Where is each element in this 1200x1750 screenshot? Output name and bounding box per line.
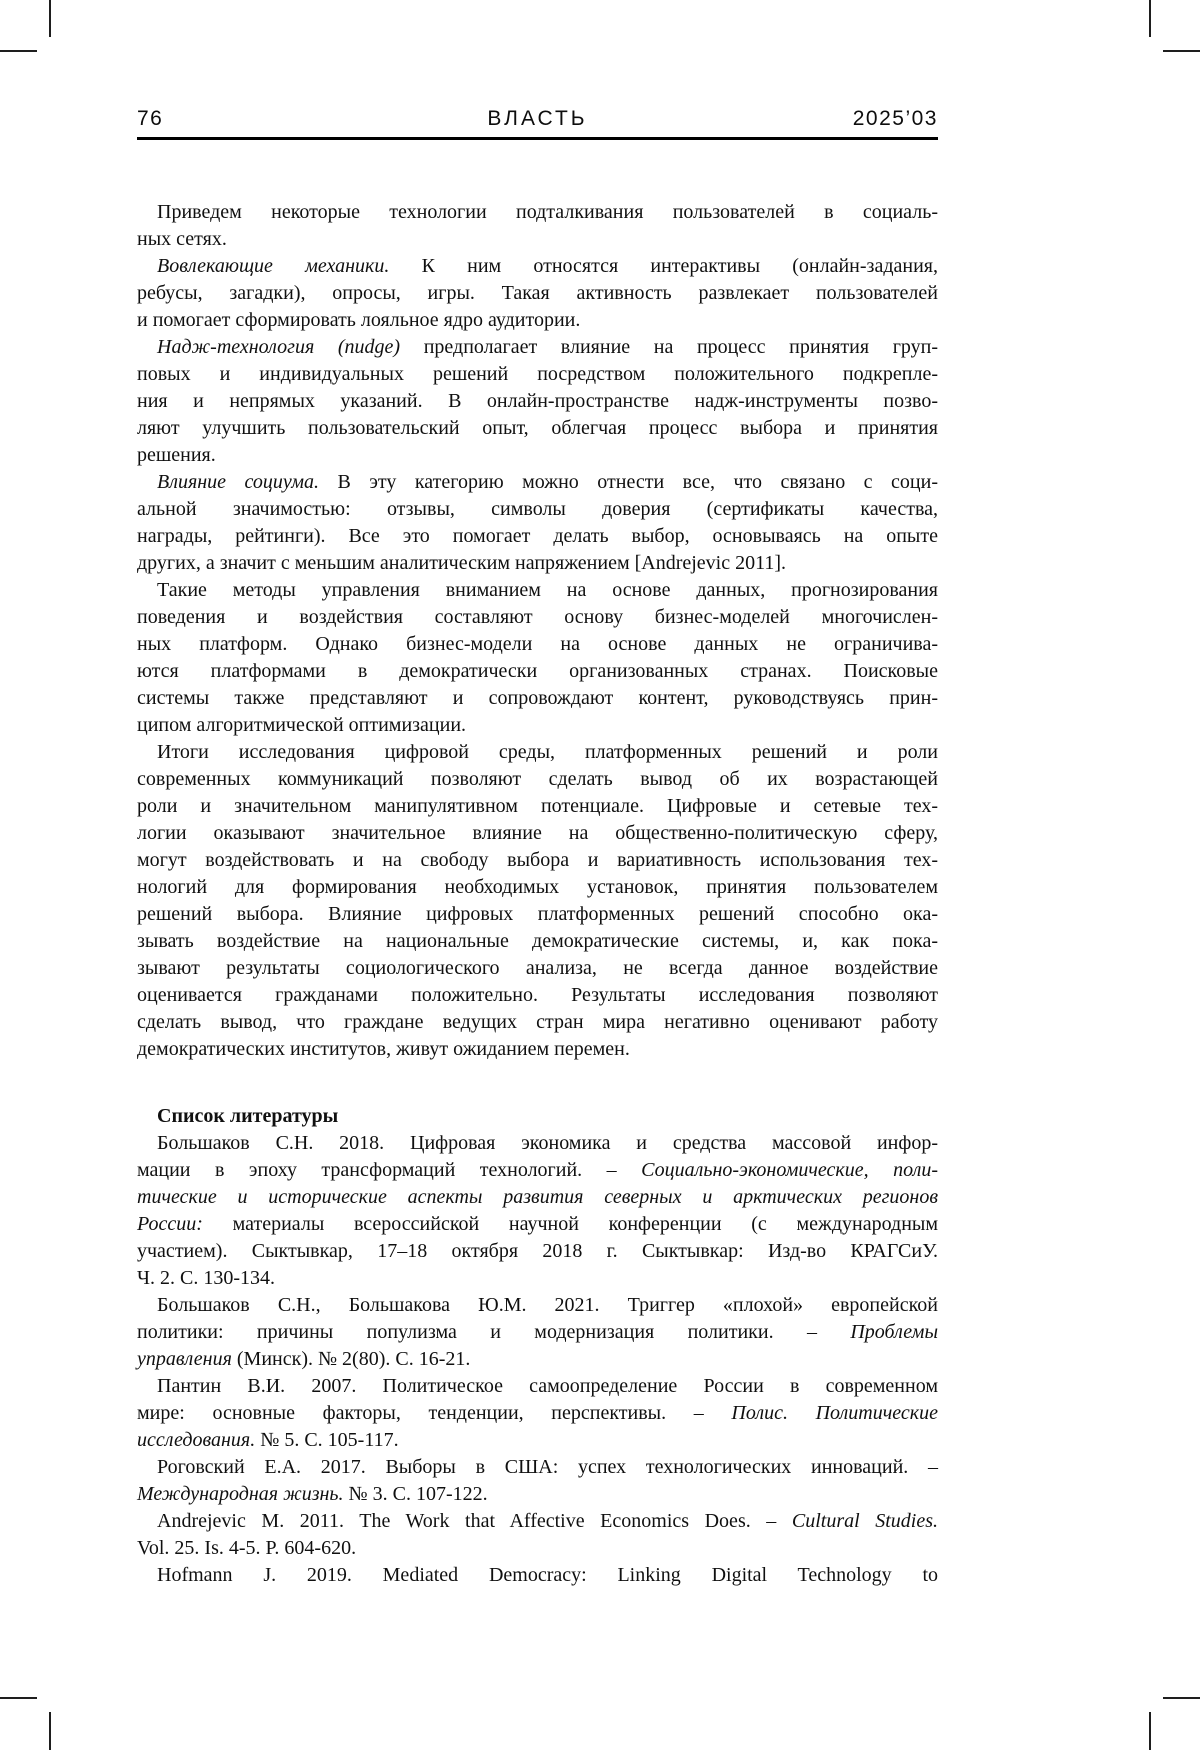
text-line <box>137 604 938 631</box>
text-line <box>137 982 938 1009</box>
text-line <box>137 523 938 550</box>
reference-entry <box>137 1373 938 1454</box>
text-line <box>137 1454 938 1481</box>
text-segment: оценивается гражданами положительно. Результаты исследования позволяют <box>137 984 938 1006</box>
text-segment: Большаков С.Н., Большакова Ю.М. 2021. Триггер «плохой» европейской <box>157 1294 938 1316</box>
text-segment: Cultural Studies. <box>791 1510 938 1532</box>
text-segment: Vol. 25. Is. 4-5. P. 604-620. <box>137 1537 357 1559</box>
text-line <box>137 901 938 928</box>
text-segment: № 5. С. 105-117. <box>255 1429 399 1451</box>
text-segment: демократических институтов, живут ожиданием перемен. <box>137 1038 630 1060</box>
text-segment: ния и непрямых указаний. В онлайн-пространстве надж-инструменты позво- <box>137 390 938 412</box>
text-line <box>137 1427 938 1454</box>
text-segment: Итоги исследования цифровой среды, платформенных решений и роли <box>157 741 938 763</box>
references-heading: Список литературы <box>157 1105 339 1127</box>
text-segment: Большаков С.Н. 2018. Цифровая экономика и средства массовой инфор- <box>157 1132 938 1154</box>
text-segment: и помогает сформировать лояльное ядро аудитории. <box>137 309 581 331</box>
text-line <box>137 334 938 361</box>
text-segment: мире: основные факторы, тенденции, перспективы. – <box>137 1402 732 1424</box>
page-header <box>137 106 938 140</box>
text-segment: В эту категорию можно отнести все, что связано с соци- <box>319 471 938 493</box>
text-line <box>137 280 938 307</box>
header-row <box>137 106 938 132</box>
body-paragraph <box>137 253 938 334</box>
text-segment: нологий для формирования необходимых установок, принятия пользователем <box>137 876 938 898</box>
text-segment: Надж-технология (nudge) <box>157 336 401 358</box>
crop-mark-top-left-vertical <box>49 0 51 37</box>
text-segment: Вовлекающие механики. <box>157 255 390 277</box>
crop-mark-top-right-horizontal <box>1163 50 1200 52</box>
reference-entry <box>137 1292 938 1373</box>
text-line <box>137 793 938 820</box>
text-segment: повых и индивидуальных решений посредством положительного подкрепле- <box>137 363 938 385</box>
body-paragraph <box>137 739 938 1063</box>
body-paragraph <box>137 469 938 577</box>
text-line <box>137 1292 938 1319</box>
text-line <box>137 658 938 685</box>
text-line <box>137 739 938 766</box>
text-segment: Международная жизнь. <box>137 1483 344 1505</box>
text-segment: Ч. 2. С. 130-134. <box>137 1267 275 1289</box>
body-paragraph <box>137 199 938 253</box>
text-segment: материалы всероссийской научной конференции (с международным <box>202 1213 938 1235</box>
text-line <box>137 1211 938 1238</box>
text-segment: управления <box>137 1348 232 1370</box>
text-line <box>137 577 938 604</box>
text-segment: Такие методы управления вниманием на основе данных, прогнозирования <box>157 579 938 601</box>
crop-mark-bottom-left-vertical <box>49 1712 51 1750</box>
text-segment: Hofmann J. 2019. Mediated Democracy: Linking Digital Technology to <box>157 1564 938 1586</box>
text-segment: мации в эпоху трансформаций технологий. – <box>137 1159 642 1181</box>
text-segment: поведения и воздействия составляют основу бизнес-моделей многочислен- <box>137 606 938 628</box>
text-line <box>137 1508 938 1535</box>
crop-mark-top-right-vertical <box>1149 0 1151 37</box>
text-segment: исследования. <box>137 1429 256 1451</box>
references-container <box>137 1130 938 1589</box>
issue-number: 2025’03 <box>852 107 938 130</box>
text-line <box>137 928 938 955</box>
text-segment: зывать воздействие на национальные демократические системы, и, как пока- <box>137 930 938 952</box>
text-segment: К ним относятся интерактивы (онлайн-задания, <box>389 255 938 277</box>
text-line <box>137 847 938 874</box>
reference-entry <box>137 1130 938 1292</box>
text-line <box>137 1130 938 1157</box>
text-line <box>137 550 938 577</box>
text-segment: Социально-экономические, поли- <box>641 1159 938 1181</box>
text-line <box>137 496 938 523</box>
text-line <box>137 253 938 280</box>
text-line <box>137 199 938 226</box>
page-number: 76 <box>137 107 164 130</box>
text-segment: предполагает влияние на процесс принятия груп- <box>400 336 939 358</box>
text-segment: (Минск). № 2(80). С. 16-21. <box>231 1348 471 1370</box>
text-segment: логии оказывают значительное влияние на общественно-политическую сферу, <box>137 822 938 844</box>
text-line <box>137 1238 938 1265</box>
text-segment: решений выбора. Влияние цифровых платформенных решений способно ока- <box>137 903 938 925</box>
text-line <box>137 1036 938 1063</box>
crop-mark-bottom-right-vertical <box>1149 1712 1151 1750</box>
text-segment: Влияние социума. <box>157 471 320 493</box>
text-segment: России: <box>137 1213 203 1235</box>
text-line <box>137 442 938 469</box>
text-line <box>137 1184 938 1211</box>
text-segment: современных коммуникаций позволяют сделать вывод об их возрастающей <box>137 768 938 790</box>
text-segment: сделать вывод, что граждане ведущих стран мира негативно оценивают работу <box>137 1011 938 1033</box>
text-segment: Приведем некоторые технологии подталкивания пользователей в социаль- <box>157 201 938 223</box>
text-line <box>137 874 938 901</box>
text-segment: альной значимостью: отзывы, символы доверия (сертификаты качества, <box>137 498 938 520</box>
text-line <box>137 1535 938 1562</box>
reference-entry <box>137 1562 938 1589</box>
crop-mark-top-left-horizontal <box>0 50 37 52</box>
text-segment: № 3. С. 107-122. <box>343 1483 488 1505</box>
journal-title: ВЛАСТЬ <box>487 107 588 130</box>
header-rule <box>137 137 938 140</box>
text-line <box>137 1481 938 1508</box>
text-line <box>137 766 938 793</box>
text-line <box>137 1157 938 1184</box>
text-segment: ных сетях. <box>137 228 227 250</box>
text-line <box>137 1562 938 1589</box>
text-line <box>137 388 938 415</box>
reference-entry <box>137 1454 938 1508</box>
text-segment: системы также представляют и сопровождают контент, руководствуясь прин- <box>137 687 938 709</box>
text-line <box>137 685 938 712</box>
crop-mark-bottom-left-horizontal <box>0 1697 37 1699</box>
reference-entry <box>137 1508 938 1562</box>
text-segment: ляют улучшить пользовательский опыт, облегчая процесс выбора и принятия <box>137 417 938 439</box>
text-segment: других, а значит с меньшим аналитическим напряжением [Andrejevic 2011]. <box>137 552 787 574</box>
text-segment: Роговский Е.А. 2017. Выборы в США: успех технологических инноваций. – <box>157 1456 938 1478</box>
text-segment: Полис. Политические <box>731 1402 938 1424</box>
text-line <box>137 1009 938 1036</box>
paragraphs-container <box>137 199 938 1063</box>
text-segment: награды, рейтинги). Все это помогает делать выбор, основываясь на опыте <box>137 525 938 547</box>
text-line <box>137 820 938 847</box>
text-segment: ются платформами в демократически организованных странах. Поисковые <box>137 660 938 682</box>
text-segment: роли и значительном манипулятивном потенциале. Цифровые и сетевые тех- <box>137 795 938 817</box>
text-line <box>137 1346 938 1373</box>
text-line <box>137 226 938 253</box>
text-segment: Проблемы <box>850 1321 938 1343</box>
text-segment: ных платформ. Однако бизнес-модели на основе данных не ограничива- <box>137 633 938 655</box>
text-segment: тические и исторические аспекты развития северных и арктических регионов <box>137 1186 938 1208</box>
text-line <box>137 1373 938 1400</box>
text-segment: могут воздействовать и на свободу выбора и вариативность использования тех- <box>137 849 938 871</box>
text-line <box>137 361 938 388</box>
text-line <box>137 1319 938 1346</box>
text-line <box>137 955 938 982</box>
text-segment: политики: причины популизма и модернизация политики. – <box>137 1321 851 1343</box>
text-line <box>137 631 938 658</box>
text-segment: участием). Сыктывкар, 17–18 октября 2018 г. Сыктывкар: Изд-во КРАГСиУ. <box>137 1240 938 1262</box>
text-segment: решения. <box>137 444 216 466</box>
body-paragraph <box>137 577 938 739</box>
text-line <box>137 469 938 496</box>
text-segment: зывают результаты социологического анализа, не всегда данное воздействие <box>137 957 938 979</box>
text-line <box>137 712 938 739</box>
text-line <box>137 415 938 442</box>
text-line <box>137 307 938 334</box>
text-segment: Andrejevic M. 2011. The Work that Affective Economics Does. – <box>157 1510 792 1532</box>
article-body <box>137 199 938 1589</box>
crop-mark-bottom-right-horizontal <box>1163 1697 1200 1699</box>
text-segment: Пантин В.И. 2007. Политическое самоопределение России в современном <box>157 1375 938 1397</box>
body-paragraph <box>137 334 938 469</box>
text-segment: ребусы, загадки), опросы, игры. Такая активность развлекает пользователей <box>137 282 938 304</box>
text-line <box>137 1265 938 1292</box>
text-segment: ципом алгоритмической оптимизации. <box>137 714 467 736</box>
text-line <box>137 1400 938 1427</box>
